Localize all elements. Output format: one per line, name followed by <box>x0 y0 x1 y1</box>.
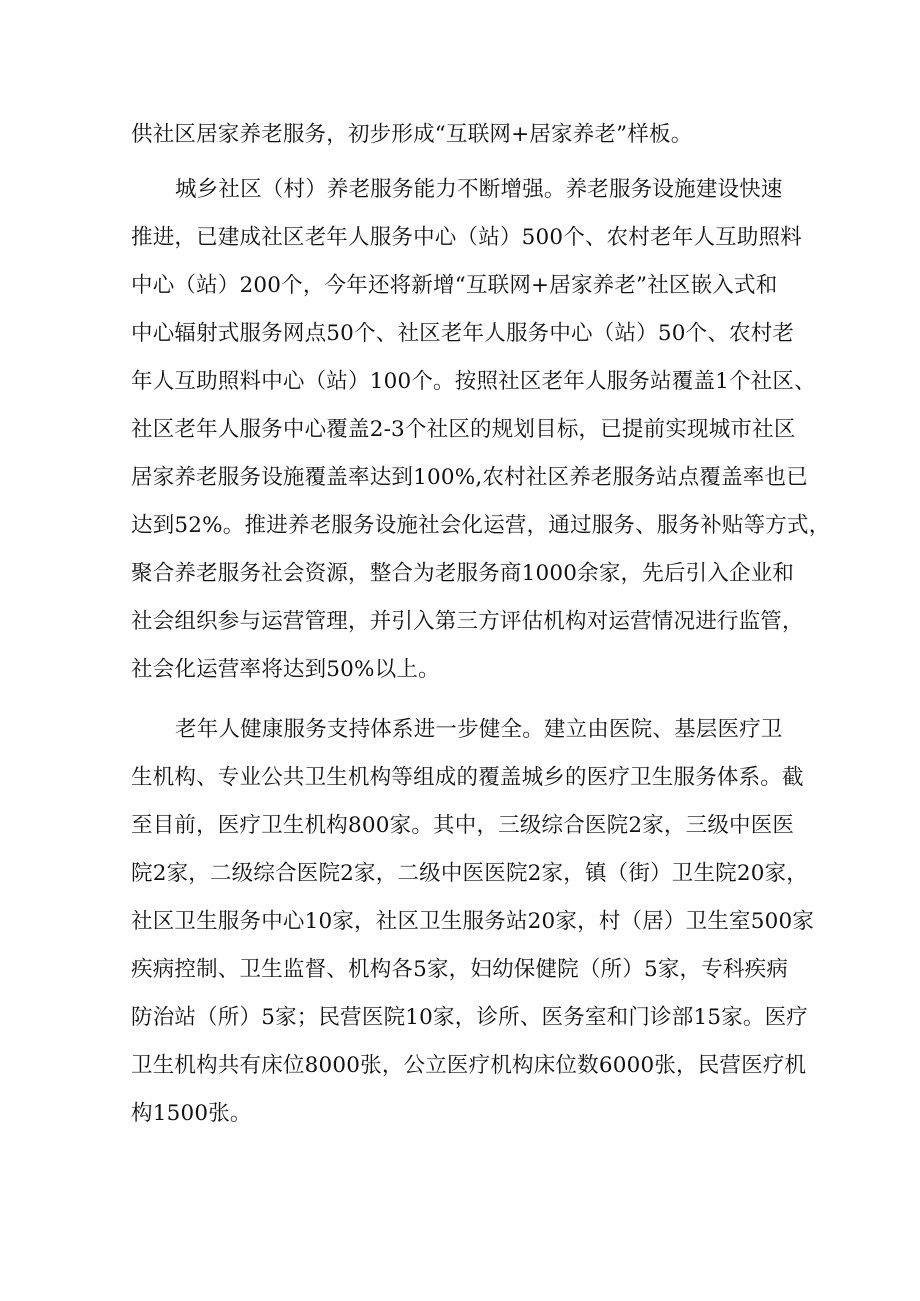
text-line: 卫生机构共有床位8000张，公立医疗机构床位数6000张，民营医疗机 <box>131 1053 807 1078</box>
text-line: 社会化运营率将达到50%以上。 <box>131 657 440 682</box>
text-line: 中心（站）200个，今年还将新增“互联网+居家养老”社区嵌入式和 <box>131 273 778 298</box>
paragraph-health-service-system <box>131 706 815 1138</box>
text-line: 防治站（所）5家；民营医院10家，诊所、医务室和门诊部15家。医疗 <box>131 1005 808 1030</box>
text-line: 城乡社区（村）养老服务能力不断增强。养老服务设施建设快速 <box>175 177 783 202</box>
text-line: 供社区居家养老服务，初步形成“互联网+居家养老”样板。 <box>131 122 693 147</box>
text-line: 社区卫生服务中心10家，社区卫生服务站20家，村（居）卫生室500家 <box>131 909 815 934</box>
text-line: 生机构、专业公共卫生机构等组成的覆盖城乡的医疗卫生服务体系。截 <box>131 765 804 790</box>
text-line: 达到52%。推进养老服务设施社会化运营，通过服务、服务补贴等方式， <box>131 513 831 538</box>
text-line: 社会组织参与运营管理，并引入第三方评估机构对运营情况进行监管， <box>131 609 804 634</box>
text-line: 推进，已建成社区老年人服务中心（站）500个、农村老年人互助照料 <box>131 225 802 250</box>
text-line: 构1500张。 <box>131 1101 252 1126</box>
text-line: 聚合养老服务社会资源，整合为老服务商1000余家，先后引入企业和 <box>131 561 795 586</box>
text-line: 老年人健康服务支持体系进一步健全。建立由医院、基层医疗卫 <box>175 717 783 742</box>
text-line: 院2家，二级综合医院2家，二级中医医院2家，镇（街）卫生院20家， <box>131 861 808 886</box>
paragraph-community-elderly-service <box>131 166 831 694</box>
paragraph-continuation <box>131 111 807 159</box>
text-line: 中心辐射式服务网点50个、社区老年人服务中心（站）50个、农村老 <box>131 321 795 346</box>
text-line: 至目前，医疗卫生机构800家。其中，三级综合医院2家，三级中医医 <box>131 813 795 838</box>
text-line: 居家养老服务设施覆盖率达到100%,农村社区养老服务站点覆盖率也已 <box>131 465 808 490</box>
text-line: 疾病控制、卫生监督、机构各5家，妇幼保健院（所）5家，专科疾病 <box>131 957 789 982</box>
text-line: 年人互助照料中心（站）100个。按照社区老年人服务站覆盖1个社区、 <box>131 369 816 394</box>
text-line: 社区老年人服务中心覆盖2-3个社区的规划目标，已提前实现城市社区 <box>131 417 796 442</box>
